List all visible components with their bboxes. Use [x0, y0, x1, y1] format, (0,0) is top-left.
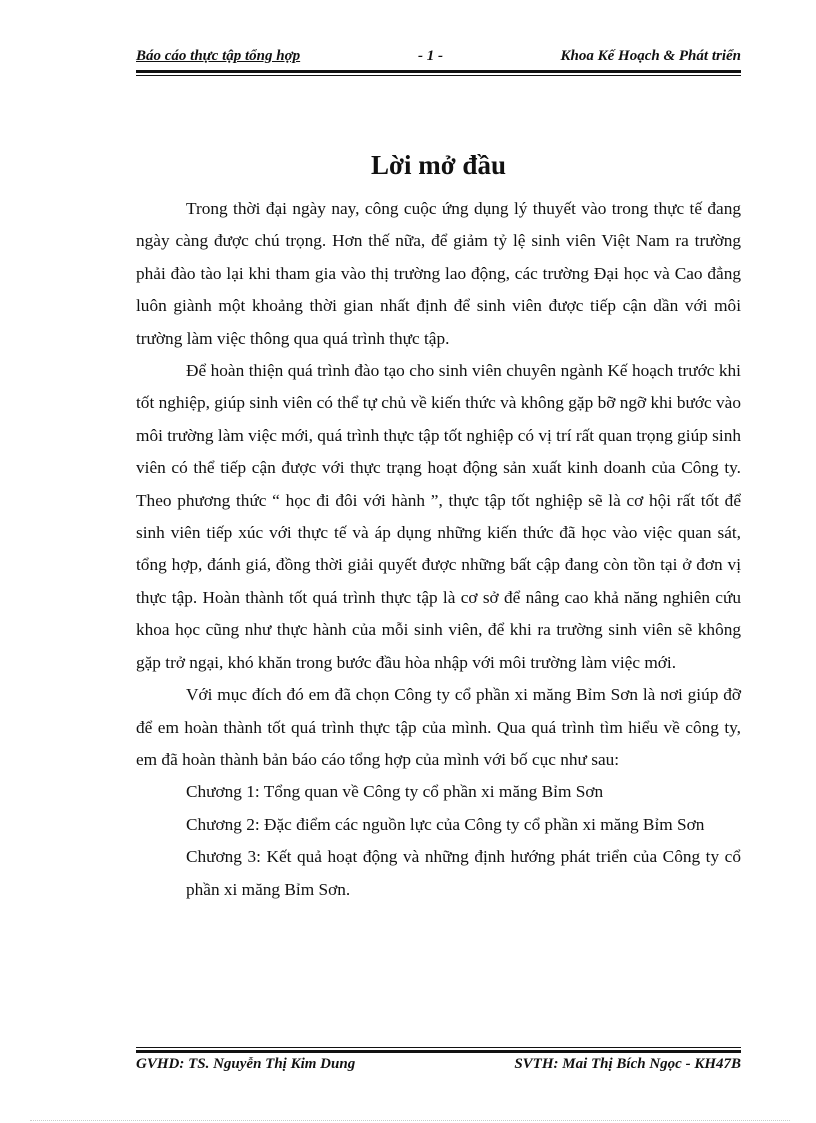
- paragraph-intro: Trong thời đại ngày nay, công cuộc ứng dụng lý thuyết vào trong thực tế đang ngày càng được chú trọng. Hơn thế nữa, để giảm tỷ lệ sinh viên Việt Nam ra trường phải đào tào lại khi tham gia vào thị trường lao động, các trường Đại học và Cao đẳng luôn giành một khoảng thời gian nhất định để sinh viên được tiếp cận dần với môi trường làm việc thông qua quá trình thực tập.: [136, 199, 741, 348]
- footer-student: SVTH: Mai Thị Bích Ngọc - KH47B: [514, 1056, 741, 1072]
- footer-rule-thick: [136, 1050, 741, 1053]
- header-rule-thick: [136, 70, 741, 73]
- header-rule-thin: [136, 75, 741, 76]
- page-title: Lời mở đầu: [371, 150, 506, 180]
- body-text: [136, 193, 741, 906]
- paragraph-company: Với mục đích đó em đã chọn Công ty cổ phần xi măng Bỉm Sơn là nơi giúp đỡ để em hoàn thành tốt quá trình thực tập của mình. Qua quá trình tìm hiểu về công ty, em đã hoàn thành bản báo cáo tổng hợp của mình với bố cục như sau:: [136, 685, 741, 769]
- footer-rule-thin: [136, 1047, 741, 1048]
- header-page-number: - 1 -: [418, 48, 443, 64]
- header-faculty: Khoa Kế Hoạch & Phát triển: [560, 48, 741, 64]
- page-header: [136, 48, 741, 68]
- page-edge-divider: [30, 1120, 790, 1121]
- paragraph-purpose: Để hoàn thiện quá trình đào tạo cho sinh viên chuyên ngành Kế hoạch trước khi tốt nghiệp, giúp sinh viên có thể tự chủ về kiến thức và không gặp bỡ ngỡ khi bước vào môi trường làm việc mới, quá trình thực tập tốt nghiệp có vị trí rất quan trọng giúp sinh viên có thể tiếp cận được với thực trạng hoạt động sản xuất kinh doanh của Công ty. Theo phương thức “ học đi đôi với hành ”, thực tập tốt nghiệp sẽ là cơ hội rất tốt để sinh viên tiếp xúc với thực tế và áp dụng những kiến thức đã học vào việc quan sát, tổng hợp, đánh giá, đồng thời giải quyết được những bất cập đang còn tồn tại ở đơn vị thực tập. Hoàn thành tốt quá trình thực tập là cơ sở để nâng cao khả năng nghiên cứu khoa học cũng như thực hành của mỗi sinh viên, để khi ra trường sinh viên sẽ không gặp trở ngại, khó khăn trong bước đầu hòa nhập với môi trường làm việc mới.: [136, 361, 741, 672]
- chapter-item-2: Chương 2: Đặc điểm các nguồn lực của Công ty cổ phần xi măng Bỉm Sơn: [186, 814, 705, 834]
- chapter-item-1: Chương 1: Tổng quan về Công ty cổ phần xi măng Bỉm Sơn: [186, 782, 604, 802]
- chapter-item-3: Chương 3: Kết quả hoạt động và những định hướng phát triển của Công ty cổ phần xi măng Bỉm Sơn.: [186, 847, 741, 899]
- footer-supervisor: GVHD: TS. Nguyễn Thị Kim Dung: [136, 1056, 356, 1072]
- header-report-title: Báo cáo thực tập tổng hợp: [136, 48, 301, 64]
- page-footer: [136, 1056, 741, 1076]
